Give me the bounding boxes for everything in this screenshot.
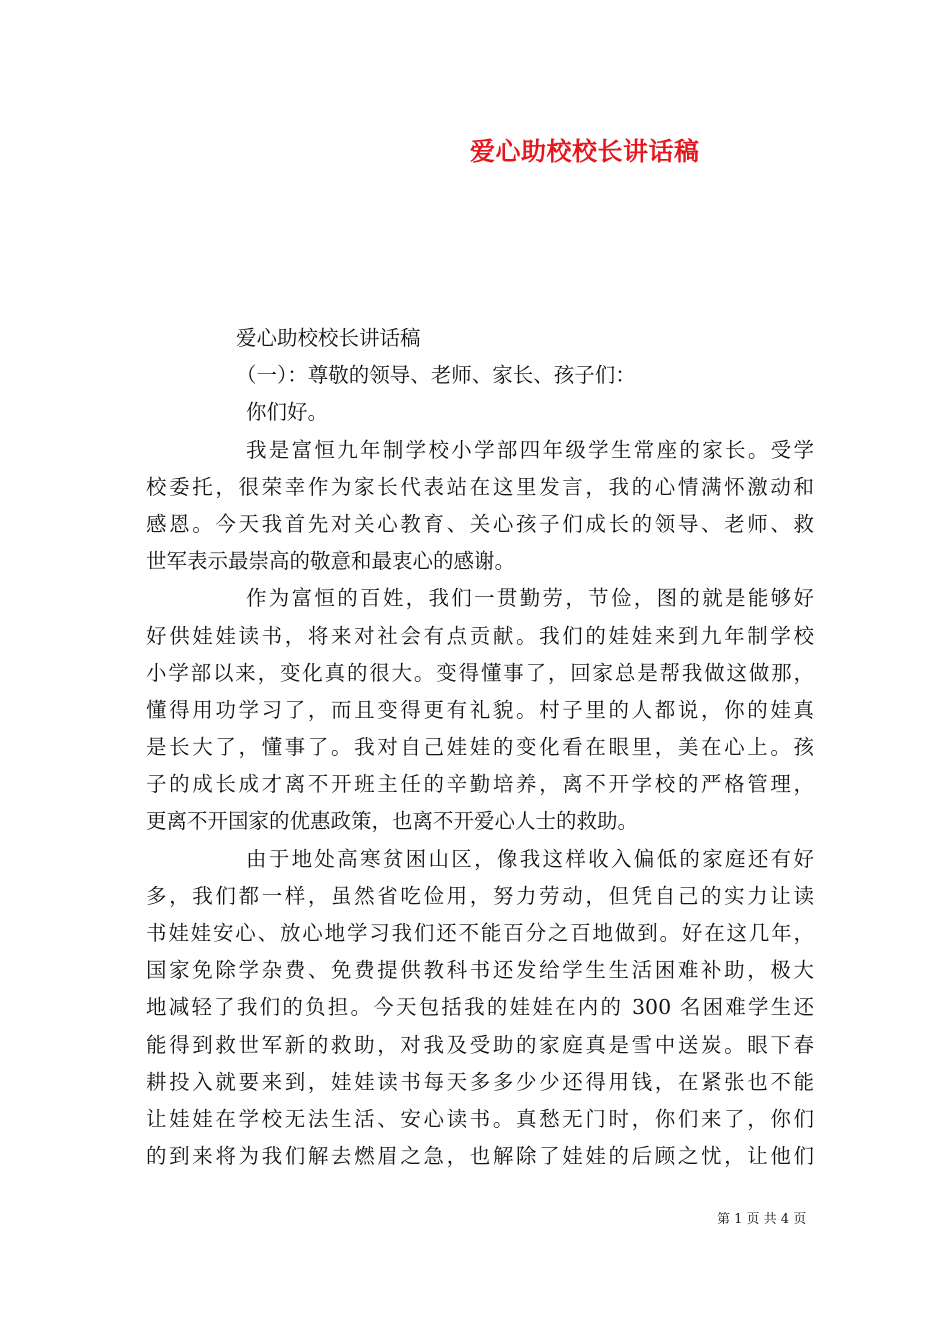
text-line: 能得到救世军新的救助，对我及受助的家庭真是雪中送炭。眼下春 xyxy=(146,1032,814,1057)
page-number: 第 1 页 共 4 页 xyxy=(717,1212,807,1227)
text-line: 作为富恒的百姓，我们一贯勤劳，节俭，图的就是能够好 xyxy=(246,586,814,611)
salutation: （一）：尊敬的领导、老师、家长、孩子们： xyxy=(236,363,636,388)
text-line: 的到来将为我们解去燃眉之急，也解除了娃娃的后顾之忧，让他们 xyxy=(146,1144,814,1169)
text-line: 地减轻了我们的负担。今天包括我的娃娃在内的 300 名困难学生还 xyxy=(146,995,814,1020)
paragraph-3 xyxy=(146,841,814,1176)
paragraph-1 xyxy=(146,432,814,581)
text-line: 国家免除学杂费、免费提供教科书还发给学生生活困难补助，极大 xyxy=(146,958,814,983)
text-line: 书娃娃安心、放心地学习我们还不能百分之百地做到。好在这几年， xyxy=(146,921,814,945)
text-line: 让娃娃在学校无法生活、安心读书。真愁无门时，你们来了，你们 xyxy=(146,1106,814,1131)
text-line: 懂得用功学习了，而且变得更有礼貌。村子里的人都说，你的娃真 xyxy=(146,697,814,722)
document-body xyxy=(146,320,814,1175)
text-line: 是长大了，懂事了。我对自己娃娃的变化看在眼里，美在心上。孩 xyxy=(146,735,814,760)
text-line: 耕投入就要来到，娃娃读书每天多多少少还得用钱，在紧张也不能 xyxy=(146,1069,814,1094)
paragraph-2 xyxy=(146,580,814,840)
text-line: 感恩。今天我首先对关心教育、关心孩子们成长的领导、老师、救 xyxy=(146,511,814,536)
text-line: 由于地处高寒贫困山区，像我这样收入偏低的家庭还有好 xyxy=(246,846,814,871)
text-line: 校委托，很荣幸作为家长代表站在这里发言，我的心情满怀激动和 xyxy=(146,474,814,499)
text-line: 小学部以来，变化真的很大。变得懂事了，回家总是帮我做这做那， xyxy=(146,660,814,685)
document-title: 爱心助校校长讲话稿 xyxy=(470,137,700,166)
text-line: 多，我们都一样，虽然省吃俭用，努力劳动，但凭自己的实力让读 xyxy=(146,883,814,908)
body-subtitle: 爱心助校校长讲话稿 xyxy=(236,326,421,350)
greeting: 你们好。 xyxy=(246,400,328,425)
text-line: 世军表示最崇高的敬意和最衷心的感谢。 xyxy=(146,549,515,574)
text-line: 子的成长成才离不开班主任的辛勤培养，离不开学校的严格管理， xyxy=(146,772,814,797)
text-line: 更离不开国家的优惠政策，也离不开爱心人士的救助。 xyxy=(146,809,638,834)
text-line: 我是富恒九年制学校小学部四年级学生常座的家长。受学 xyxy=(246,437,814,462)
text-line: 好供娃娃读书，将来对社会有点贡献。我们的娃娃来到九年制学校 xyxy=(146,623,814,648)
